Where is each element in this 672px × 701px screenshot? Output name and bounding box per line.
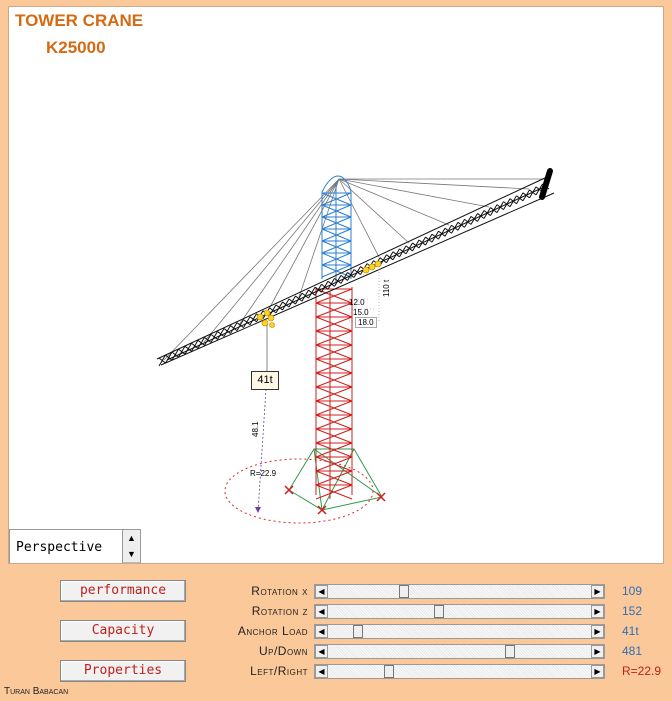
- slider-track-3[interactable]: [314, 644, 605, 659]
- slider-track-1[interactable]: [314, 604, 605, 619]
- slider-thumb-1[interactable]: [434, 605, 444, 618]
- crane-drawing: [9, 7, 664, 564]
- arrow-left-icon[interactable]: ◀: [315, 605, 328, 618]
- counterweight-label-3: 18.0: [355, 317, 377, 328]
- slider-thumb-2[interactable]: [353, 625, 363, 638]
- slider-thumb-4[interactable]: [384, 665, 394, 678]
- weight-label: 110 t: [382, 279, 391, 297]
- arrow-right-icon[interactable]: ▶: [591, 605, 604, 618]
- spin-down-icon[interactable]: ▼: [123, 546, 140, 563]
- arrow-right-icon[interactable]: ▶: [591, 625, 604, 638]
- slider-value-4: R=22.9: [622, 664, 662, 678]
- slider-track-2[interactable]: [314, 624, 605, 639]
- slider-thumb-3[interactable]: [505, 645, 515, 658]
- slider-value-1: 152: [622, 604, 643, 618]
- slider-value-2: 41t: [622, 624, 639, 638]
- arrow-left-icon[interactable]: ◀: [315, 625, 328, 638]
- view-mode-select[interactable]: [9, 529, 141, 564]
- slider-value-0: 109: [622, 584, 643, 598]
- spin-up-icon[interactable]: ▲: [123, 530, 140, 547]
- arrow-left-icon[interactable]: ◀: [315, 645, 328, 658]
- counterweight-label-1: 12.0: [349, 298, 365, 307]
- crane-jib: [157, 177, 554, 366]
- arrow-right-icon[interactable]: ▶: [591, 665, 604, 678]
- crane-base: [289, 449, 382, 510]
- slider-label-2: Anchor Load: [237, 624, 308, 638]
- author-credit: Turan Babacan: [4, 686, 69, 697]
- slider-value-3: 481: [622, 644, 643, 658]
- jib-tip: [542, 171, 550, 197]
- radius-ellipse: [225, 459, 373, 523]
- capacity-button[interactable]: Capacity: [60, 620, 186, 642]
- load-label: 41t: [251, 371, 279, 390]
- arrow-left-icon[interactable]: ◀: [315, 665, 328, 678]
- view-mode-spinner[interactable]: [122, 530, 140, 563]
- slider-track-0[interactable]: [314, 584, 605, 599]
- app-title: TOWER CRANE: [15, 11, 144, 30]
- slider-track-4[interactable]: [314, 664, 605, 679]
- crane-viewport[interactable]: [8, 6, 664, 564]
- slider-label-1: Rotation z: [251, 604, 308, 618]
- arrow-right-icon[interactable]: ▶: [591, 585, 604, 598]
- view-mode-value: Perspective: [16, 540, 103, 555]
- radius-label: R=22.9: [250, 469, 277, 478]
- arrow-left-icon[interactable]: ◀: [315, 585, 328, 598]
- properties-button[interactable]: Properties: [60, 660, 186, 682]
- hook-height-line: [258, 389, 266, 512]
- hook-arrow: [255, 507, 261, 513]
- slider-label-0: Rotation x: [251, 584, 308, 598]
- slider-label-3: Up/Down: [258, 644, 308, 658]
- model-title: K25000: [46, 38, 106, 57]
- crane-mast: [316, 287, 352, 499]
- arrow-right-icon[interactable]: ▶: [591, 645, 604, 658]
- performance-button[interactable]: performance: [60, 580, 186, 602]
- counterweight-label-2: 15.0: [353, 308, 369, 317]
- hook-height-label: 48.1: [251, 421, 260, 437]
- slider-label-4: Left/Right: [250, 664, 308, 678]
- slider-thumb-0[interactable]: [399, 585, 409, 598]
